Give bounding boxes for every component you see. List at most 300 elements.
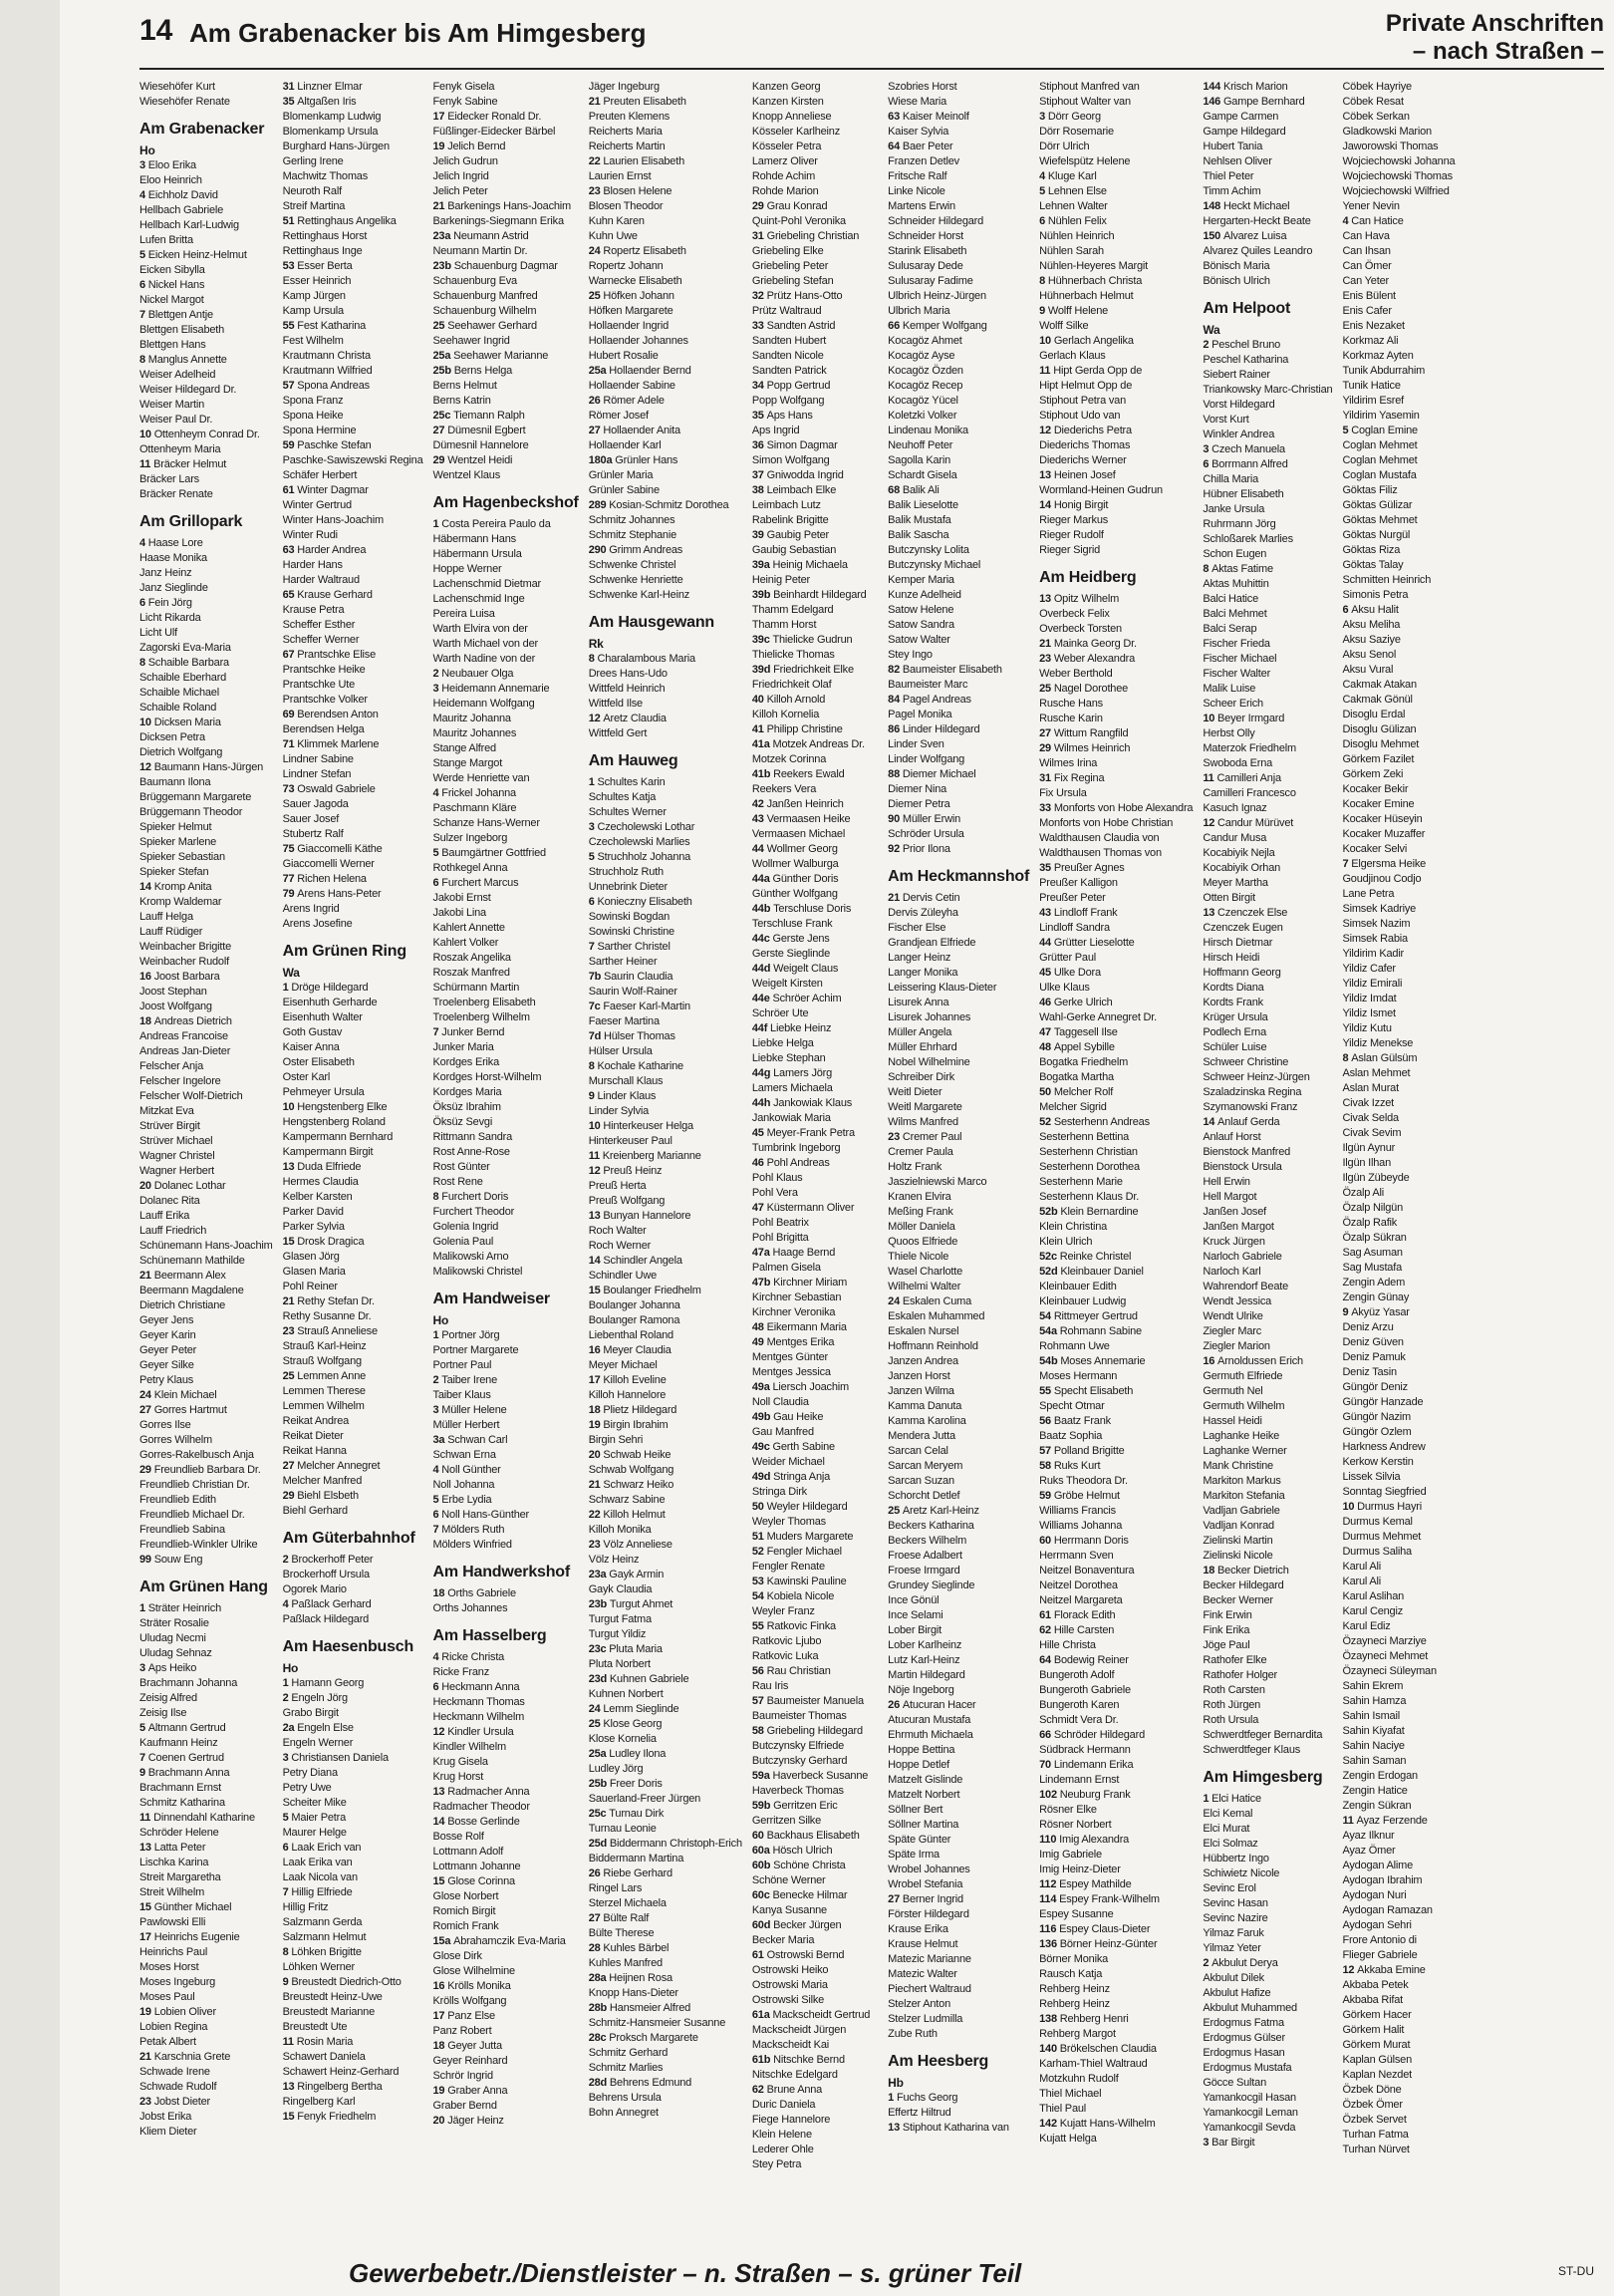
resident-entry: Hassel Heidi bbox=[1203, 1415, 1262, 1427]
resident-entry: Günther Wolfgang bbox=[751, 888, 838, 900]
resident-entry: Görkem Fazilet bbox=[1342, 753, 1415, 765]
resident-entry bbox=[139, 1930, 273, 1945]
resident-entry: Boulanger Ramona bbox=[588, 1314, 680, 1326]
resident-entry bbox=[1203, 1792, 1332, 1807]
resident-entry: Vorst Kurt bbox=[1203, 414, 1249, 426]
resident-entry bbox=[283, 1945, 423, 1960]
resident-entry: Görkem Murat bbox=[1342, 2039, 1411, 2051]
resident-name: Sarther Christel bbox=[597, 941, 671, 953]
resident-entry bbox=[283, 543, 423, 558]
house-number: 25 bbox=[588, 290, 604, 302]
resident-entry: Gorres Wilhelm bbox=[139, 1434, 212, 1446]
resident-entry: Klose Kornelia bbox=[588, 1733, 657, 1745]
resident-name: Panz Else bbox=[447, 2010, 495, 2022]
resident-entry: Liebenthal Roland bbox=[588, 1329, 673, 1341]
resident-entry: Lisurek Anna bbox=[888, 997, 949, 1008]
resident-entry: Stubertz Ralf bbox=[282, 828, 344, 840]
resident-entry: Espey Susanne bbox=[1039, 1908, 1114, 1920]
resident-entry: Dietrich Wolfgang bbox=[139, 746, 223, 758]
resident-entry: Markiton Markus bbox=[1203, 1475, 1281, 1487]
resident-entry: Cakmak Gönül bbox=[1342, 694, 1413, 706]
resident-entry: Özalp Sükran bbox=[1342, 1232, 1407, 1244]
resident-entry: Krautmann Wilfried bbox=[282, 365, 373, 377]
resident-name: Schröer Achim bbox=[772, 993, 842, 1004]
resident-entry: Zeisig Ilse bbox=[139, 1707, 187, 1719]
resident-name: Mainka Georg Dr. bbox=[1053, 638, 1137, 650]
resident-entry: Weinbacher Brigitte bbox=[139, 941, 231, 953]
resident-name: Souw Eng bbox=[153, 1554, 203, 1566]
resident-entry: Machwitz Thomas bbox=[282, 170, 369, 182]
resident-entry: Herrmann Sven bbox=[1039, 1550, 1114, 1562]
house-number: 29 bbox=[432, 454, 448, 466]
resident-entry: Schmitten Heinrich bbox=[1342, 574, 1432, 586]
resident-entry bbox=[283, 708, 423, 722]
resident-entry: Sarcan Celal bbox=[888, 1445, 948, 1457]
house-number: 21 bbox=[1039, 638, 1054, 650]
resident-entry: Ottenheym Maria bbox=[139, 443, 221, 455]
resident-name: Lindemann Erika bbox=[1053, 1759, 1134, 1771]
house-number: 4 bbox=[1039, 170, 1048, 182]
resident-entry: Schwerdtfeger Klaus bbox=[1203, 1744, 1301, 1756]
resident-entry: Sträter Rosalie bbox=[139, 1617, 209, 1629]
resident-entry: Reekers Vera bbox=[751, 783, 817, 795]
resident-entry: Junker Maria bbox=[432, 1041, 494, 1053]
resident-entry: Paßlack Hildegard bbox=[282, 1613, 370, 1625]
resident-entry: Dümesnil Hannelore bbox=[432, 439, 529, 451]
resident-entry: Sauerland-Freer Jürgen bbox=[588, 1793, 701, 1805]
resident-entry bbox=[752, 1470, 878, 1485]
resident-entry: Baumeister Thomas bbox=[751, 1710, 847, 1722]
resident-entry: Özalp Ali bbox=[1342, 1187, 1385, 1199]
resident-entry: Freundlieb-Winkler Ulrike bbox=[139, 1539, 258, 1551]
resident-entry: Fischer Walter bbox=[1203, 668, 1271, 680]
house-number: 17 bbox=[432, 2010, 448, 2022]
house-number: 8 bbox=[282, 1946, 292, 1958]
resident-entry: Kemper Maria bbox=[888, 574, 954, 586]
resident-entry: Schultes Katja bbox=[588, 791, 657, 803]
resident-entry bbox=[433, 1650, 579, 1665]
resident-name: Elgersma Heike bbox=[1351, 858, 1427, 870]
resident-entry: Sesterhenn Klaus Dr. bbox=[1039, 1191, 1140, 1203]
resident-entry: Wilhelmi Walter bbox=[888, 1281, 961, 1292]
resident-name: Candur Mürüvet bbox=[1217, 817, 1294, 829]
resident-entry: Sag Asuman bbox=[1342, 1247, 1403, 1259]
resident-entry bbox=[433, 2084, 579, 2099]
resident-entry bbox=[589, 1373, 742, 1388]
house-number: 3 bbox=[1203, 443, 1212, 455]
house-number: 11 bbox=[588, 1150, 603, 1162]
resident-entry: Göktas Gülizar bbox=[1342, 499, 1413, 511]
house-number: 36 bbox=[751, 439, 767, 451]
resident-name: Sträter Heinrich bbox=[147, 1602, 221, 1614]
house-number: 34 bbox=[751, 380, 767, 392]
resident-entry: Reikat Dieter bbox=[282, 1430, 344, 1442]
resident-entry: Martens Erwin bbox=[888, 200, 955, 212]
resident-entry: Linder Sven bbox=[888, 738, 944, 750]
resident-name: Kleinbauer Daniel bbox=[1060, 1266, 1144, 1278]
resident-entry: Eskalen Nursel bbox=[888, 1325, 959, 1337]
resident-entry: Klein Helene bbox=[751, 2129, 812, 2141]
resident-entry: Hülser Ursula bbox=[588, 1045, 653, 1057]
resident-entry bbox=[752, 1276, 878, 1291]
resident-entry: Hoffmann Georg bbox=[1203, 967, 1281, 979]
house-number: 17 bbox=[432, 111, 448, 123]
resident-entry: Stey Petra bbox=[751, 2158, 802, 2170]
resident-name: Beermann Alex bbox=[153, 1270, 226, 1282]
resident-entry: Späte Günter bbox=[888, 1834, 951, 1846]
resident-entry: Salzmann Helmut bbox=[282, 1931, 367, 1943]
resident-name: Camilleri Anja bbox=[1216, 772, 1281, 784]
house-number: 4 bbox=[1342, 215, 1352, 227]
resident-name: Bülte Ralf bbox=[603, 1912, 650, 1924]
resident-entry bbox=[752, 1156, 878, 1171]
resident-entry bbox=[433, 682, 579, 697]
resident-entry: Specht Otmar bbox=[1039, 1400, 1105, 1412]
house-number: 4 bbox=[139, 189, 148, 201]
house-number: 66 bbox=[1039, 1729, 1054, 1741]
house-number: 54a bbox=[1039, 1325, 1060, 1337]
resident-entry: Güngör Ozlem bbox=[1342, 1426, 1412, 1438]
resident-entry: Weigelt Kirsten bbox=[751, 978, 823, 990]
resident-entry bbox=[752, 2053, 878, 2068]
resident-entry: Özalp Nilgün bbox=[1342, 1202, 1404, 1214]
resident-entry: Butczynsky Michael bbox=[888, 559, 981, 571]
resident-name: Nickel Hans bbox=[147, 279, 205, 291]
resident-name: Seehawer Gerhard bbox=[447, 320, 537, 332]
house-number: 49d bbox=[751, 1471, 774, 1483]
resident-entry: Mölders Winfried bbox=[432, 1539, 512, 1551]
resident-entry: Bosse Rolf bbox=[432, 1831, 484, 1843]
resident-entry: Aksu Vural bbox=[1342, 664, 1394, 676]
resident-entry: Ruks Theodora Dr. bbox=[1039, 1475, 1128, 1487]
house-number: 39 bbox=[751, 529, 767, 541]
resident-entry: Krause Erika bbox=[888, 1923, 948, 1935]
resident-entry: Lamers Michaela bbox=[751, 1082, 833, 1094]
resident-entry: Felscher Ingelore bbox=[139, 1075, 221, 1087]
resident-name: Hamann Georg bbox=[291, 1677, 365, 1689]
resident-entry: Matezic Walter bbox=[888, 1968, 957, 1980]
resident-entry: Triankowsky Marc-Christian bbox=[1203, 384, 1333, 396]
resident-entry: Göktas Nurgül bbox=[1342, 529, 1411, 541]
resident-entry: Timm Achim bbox=[1203, 185, 1261, 197]
resident-name: Jobst Dieter bbox=[153, 2096, 210, 2108]
resident-entry bbox=[433, 1874, 579, 1889]
house-number: 23 bbox=[1039, 653, 1054, 665]
resident-entry bbox=[1039, 1250, 1193, 1265]
resident-entry: Matezic Marianne bbox=[888, 1953, 971, 1965]
resident-entry bbox=[589, 184, 742, 199]
resident-entry: Diemer Nina bbox=[888, 783, 947, 795]
resident-name: Ulke Dora bbox=[1053, 967, 1101, 979]
resident-entry: Stiphout Udo van bbox=[1039, 410, 1121, 422]
resident-entry: Petak Albert bbox=[139, 2036, 196, 2048]
resident-name: Moses Annemarie bbox=[1060, 1355, 1146, 1367]
resident-entry bbox=[433, 229, 579, 244]
resident-entry bbox=[888, 140, 1029, 154]
house-number: 12 bbox=[432, 1726, 448, 1738]
district-code: Hb bbox=[888, 2076, 904, 2090]
resident-entry: Geyer Karin bbox=[139, 1329, 196, 1341]
resident-name: Herrmann Doris bbox=[1053, 1535, 1129, 1547]
resident-name: Preußer Agnes bbox=[1053, 862, 1125, 874]
resident-name: Beyer Irmgard bbox=[1217, 713, 1285, 724]
house-number: 7 bbox=[1342, 858, 1352, 870]
resident-entry: Kuhn Karen bbox=[588, 215, 645, 227]
resident-name: Lobien Oliver bbox=[153, 2006, 216, 2018]
resident-entry bbox=[589, 1807, 742, 1822]
resident-name: Barkenings Hans-Joachim bbox=[447, 200, 572, 212]
resident-entry bbox=[1039, 1788, 1193, 1803]
resident-entry bbox=[139, 1269, 273, 1284]
resident-entry: Knopp Anneliese bbox=[751, 111, 832, 123]
resident-entry: Güngör Hanzade bbox=[1342, 1396, 1424, 1408]
resident-entry bbox=[139, 1766, 273, 1781]
resident-entry: Hergarten-Heckt Beate bbox=[1203, 215, 1311, 227]
resident-entry: Fritsche Ralf bbox=[888, 170, 947, 182]
resident-entry: Glasen Maria bbox=[282, 1266, 346, 1278]
house-number: 52 bbox=[1039, 1116, 1054, 1128]
house-number: 8 bbox=[588, 1060, 598, 1072]
house-number: 12 bbox=[588, 1165, 604, 1177]
resident-name: Aksu Halit bbox=[1351, 604, 1399, 616]
house-number: 5 bbox=[282, 1812, 292, 1824]
resident-entry: Hirsch Heidi bbox=[1203, 952, 1260, 964]
house-number: 21 bbox=[888, 892, 903, 904]
house-number: 114 bbox=[1039, 1893, 1060, 1905]
resident-name: Schwab Heike bbox=[603, 1449, 672, 1461]
resident-name: Peschel Bruno bbox=[1211, 339, 1281, 351]
house-number: 9 bbox=[282, 1976, 292, 1988]
resident-entry bbox=[1342, 857, 1468, 872]
resident-entry: Turgut Yildiz bbox=[588, 1628, 647, 1640]
resident-name: Gau Heike bbox=[773, 1411, 824, 1423]
resident-entry bbox=[752, 962, 878, 977]
resident-name: Baumeister Manuela bbox=[766, 1695, 864, 1707]
resident-entry: Rehberg Heinz bbox=[1039, 1998, 1110, 2010]
resident-entry: Spona Franz bbox=[282, 395, 344, 407]
house-number: 60a bbox=[751, 1845, 773, 1857]
resident-entry bbox=[752, 409, 878, 424]
resident-entry: Szobries Horst bbox=[888, 81, 957, 93]
house-number: 57 bbox=[751, 1695, 767, 1707]
resident-entry: Stelzer Ludmilla bbox=[888, 2013, 963, 2025]
house-number: 3 bbox=[432, 1404, 442, 1416]
resident-name: Stiphout Katharina van bbox=[902, 2122, 1009, 2134]
district-code: Wa bbox=[282, 966, 300, 980]
resident-name: Lemm Sieglinde bbox=[603, 1703, 679, 1715]
resident-name: Terschluse Doris bbox=[773, 903, 852, 915]
resident-entry: Hollaender Ingrid bbox=[588, 320, 670, 332]
house-number: 25 bbox=[282, 1370, 298, 1382]
resident-entry: Wittfeld Heinrich bbox=[588, 683, 666, 695]
house-number: 16 bbox=[1203, 1355, 1218, 1367]
resident-name: Rohmann Sabine bbox=[1059, 1325, 1142, 1337]
house-number: 39c bbox=[751, 634, 773, 646]
resident-entry: Ringel Lars bbox=[588, 1882, 643, 1894]
house-number: 47 bbox=[1039, 1026, 1054, 1038]
resident-entry bbox=[888, 319, 1029, 334]
resident-entry: Ulke Klaus bbox=[1039, 982, 1090, 994]
resident-entry bbox=[589, 1089, 742, 1104]
resident-entry bbox=[888, 1130, 1029, 1145]
resident-entry: Scheffer Werner bbox=[282, 634, 360, 646]
resident-name: Stringa Anja bbox=[773, 1471, 831, 1483]
resident-entry bbox=[589, 1059, 742, 1074]
resident-entry: Sahin Naciye bbox=[1342, 1740, 1405, 1752]
resident-entry bbox=[283, 80, 423, 95]
resident-name: Gerste Jens bbox=[772, 933, 830, 945]
house-number: 47b bbox=[751, 1277, 774, 1289]
house-number: 52d bbox=[1039, 1266, 1061, 1278]
resident-entry: Wiesehöfer Renate bbox=[139, 96, 230, 108]
resident-entry: Grabo Birgit bbox=[282, 1707, 339, 1719]
resident-entry bbox=[589, 940, 742, 955]
resident-entry: Füßlinger-Eidecker Bärbel bbox=[432, 126, 556, 138]
resident-entry: Meßing Frank bbox=[888, 1206, 953, 1218]
resident-entry bbox=[433, 1433, 579, 1448]
resident-entry bbox=[589, 1164, 742, 1179]
resident-entry: Lehnen Walter bbox=[1039, 200, 1108, 212]
street-heading: Am Hausgewann bbox=[588, 614, 715, 631]
house-number: 27 bbox=[888, 1893, 903, 1905]
house-number: 27 bbox=[588, 425, 604, 436]
page-header bbox=[0, 0, 1614, 70]
resident-name: Klein Bernardine bbox=[1060, 1206, 1139, 1218]
resident-entry: Durmus Mehmet bbox=[1342, 1531, 1422, 1543]
resident-name: Boulanger Friedhelm bbox=[603, 1285, 701, 1296]
resident-entry bbox=[1342, 1051, 1468, 1066]
resident-entry: Kaufmann Heinz bbox=[139, 1737, 218, 1749]
resident-entry: Palmen Gisela bbox=[751, 1262, 821, 1274]
resident-entry bbox=[1039, 1205, 1193, 1220]
resident-entry: Fischer Else bbox=[888, 922, 946, 934]
resident-name: Espey Mathilde bbox=[1059, 1878, 1132, 1890]
resident-entry: Gaubig Sebastian bbox=[751, 544, 837, 556]
resident-entry: Karul Ediz bbox=[1342, 1620, 1391, 1632]
resident-entry: Lamerz Oliver bbox=[751, 155, 818, 167]
resident-name: Günther Michael bbox=[153, 1901, 232, 1913]
resident-entry: Schwenke Henriette bbox=[588, 574, 683, 586]
resident-name: Latta Peter bbox=[153, 1842, 206, 1854]
resident-entry: Rösner Elke bbox=[1039, 1804, 1097, 1816]
resident-entry: Ehrmuth Michaela bbox=[888, 1729, 973, 1741]
resident-entry: Kocagöz Recep bbox=[888, 380, 963, 392]
resident-entry: Warth Nadine von der bbox=[432, 653, 536, 665]
resident-name: Dolanec Lothar bbox=[153, 1180, 226, 1192]
resident-name: Backhaus Elisabeth bbox=[766, 1830, 860, 1842]
resident-entry: Prantschke Volker bbox=[282, 694, 368, 706]
resident-entry: Linder Wolfgang bbox=[888, 753, 965, 765]
resident-entry: Winter Rudi bbox=[282, 529, 338, 541]
resident-name: Brockerhoff Peter bbox=[291, 1554, 374, 1566]
resident-name: Janßen Heinrich bbox=[766, 798, 844, 810]
resident-entry: Gampe Carmen bbox=[1203, 111, 1279, 123]
resident-entry: Neuhoff Peter bbox=[888, 439, 953, 451]
resident-entry bbox=[1039, 1833, 1193, 1848]
resident-entry bbox=[1203, 338, 1332, 353]
resident-entry: Nobel Wilhelmine bbox=[888, 1056, 970, 1068]
resident-entry: Wahrendorf Beate bbox=[1203, 1281, 1289, 1292]
house-number: 9 bbox=[1342, 1306, 1352, 1318]
resident-entry: Weiser Hildegard Dr. bbox=[139, 384, 237, 396]
resident-entry: Czecholewski Marlies bbox=[588, 836, 690, 848]
house-number: 25d bbox=[588, 1838, 610, 1850]
resident-entry: Struchholz Ruth bbox=[588, 866, 664, 878]
resident-entry: Vadljan Konrad bbox=[1203, 1520, 1274, 1532]
resident-entry: Can Yeter bbox=[1342, 275, 1389, 287]
house-number: 6 bbox=[1342, 604, 1352, 616]
house-number: 7 bbox=[139, 1752, 148, 1764]
resident-entry: Yildiz Emirali bbox=[1342, 978, 1403, 990]
resident-entry: Yilmaz Faruk bbox=[1203, 1927, 1264, 1939]
resident-entry: Leimbach Lutz bbox=[751, 499, 821, 511]
resident-name: Becker Dietrich bbox=[1217, 1565, 1289, 1577]
resident-entry: Kleinbauer Edith bbox=[1039, 1281, 1117, 1292]
resident-entry: Kuhles Manfred bbox=[588, 1957, 663, 1969]
resident-entry bbox=[589, 1597, 742, 1612]
house-number: 3 bbox=[432, 683, 442, 695]
resident-entry: Simonis Petra bbox=[1342, 589, 1409, 601]
resident-entry: Aslan Mehmet bbox=[1342, 1067, 1411, 1079]
resident-entry bbox=[1203, 442, 1332, 457]
resident-entry: Liebke Helga bbox=[751, 1037, 814, 1049]
resident-entry bbox=[589, 244, 742, 259]
resident-entry: Krause Petra bbox=[282, 604, 345, 616]
resident-entry: Schäfer Herbert bbox=[282, 469, 358, 481]
resident-name: Wittum Rangfild bbox=[1053, 727, 1129, 739]
resident-entry: Rost Günter bbox=[432, 1161, 490, 1173]
resident-entry: Kranen Elvira bbox=[888, 1191, 951, 1203]
resident-name: Rittmeyer Gertrud bbox=[1053, 1310, 1138, 1322]
resident-entry bbox=[433, 1523, 579, 1538]
house-number: 44h bbox=[751, 1097, 774, 1109]
resident-entry: Eisenhuth Gerharde bbox=[282, 997, 378, 1008]
resident-entry: Kocaker Emine bbox=[1342, 798, 1415, 810]
resident-entry bbox=[589, 543, 742, 558]
resident-entry: Schmitz Marlies bbox=[588, 2062, 664, 2074]
resident-entry: Aydogan Alime bbox=[1342, 1860, 1414, 1871]
house-number: 26 bbox=[888, 1699, 903, 1711]
resident-entry: Gladkowski Marion bbox=[1342, 126, 1432, 138]
resident-entry bbox=[1342, 603, 1468, 618]
house-number: 28a bbox=[588, 1972, 610, 1984]
resident-entry bbox=[1039, 996, 1193, 1010]
resident-entry: Vorst Hildegard bbox=[1203, 399, 1275, 411]
resident-entry: Karul Ali bbox=[1342, 1576, 1381, 1587]
resident-name: Heidemann Annemarie bbox=[441, 683, 550, 695]
resident-entry: Pohl Beatrix bbox=[751, 1217, 809, 1229]
resident-name: Portner Jörg bbox=[441, 1329, 500, 1341]
house-number: 4 bbox=[432, 1464, 442, 1476]
resident-entry: Grundey Sieglinde bbox=[888, 1579, 975, 1591]
resident-entry: Schauenburg Wilhelm bbox=[432, 305, 537, 317]
resident-name: Krisch Marion bbox=[1222, 81, 1288, 93]
directory-column bbox=[1039, 80, 1193, 2242]
resident-name: Hinterkeuser Helga bbox=[603, 1120, 693, 1132]
house-number: 64 bbox=[888, 141, 903, 152]
resident-entry: Laurien Ernst bbox=[588, 170, 652, 182]
resident-entry: Karham-Thiel Waltraud bbox=[1039, 2058, 1148, 2070]
resident-name: Taiber Irene bbox=[441, 1374, 497, 1386]
resident-entry bbox=[752, 663, 878, 678]
house-number: 35 bbox=[282, 96, 298, 108]
resident-entry: Germuth Nel bbox=[1203, 1385, 1263, 1397]
resident-entry: Rehberg Margot bbox=[1039, 2028, 1116, 2040]
resident-entry: Karul Ali bbox=[1342, 1561, 1381, 1573]
resident-entry bbox=[888, 722, 1029, 737]
house-number: 55 bbox=[282, 320, 298, 332]
house-number: 57 bbox=[282, 380, 298, 392]
